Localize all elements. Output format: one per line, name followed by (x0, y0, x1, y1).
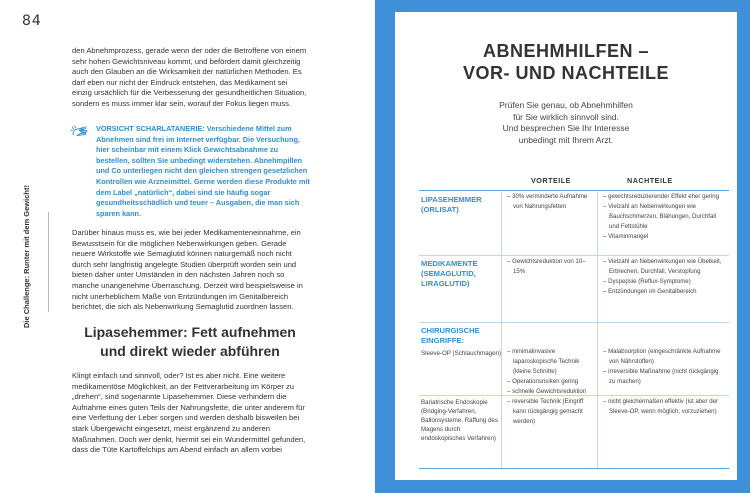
row-sublabel: Sleeve-OP (Schlauchmagen) (421, 350, 502, 357)
con-item: – irreversible Maßnahme (nicht rückgängig zu machen) (603, 368, 719, 385)
con-item: – Vielzahl an Nebenwirkungen wie Übelkeit, Erbrechen, Durchfall, Verstopfung (603, 258, 722, 275)
con-item: – Vielzahl an Nebenwirkungen wie Bauchschmerzen, Blähungen, Durchfall und Fettstühle (603, 203, 717, 230)
con-item: – Entzündungen im Genitalbereich (603, 288, 697, 295)
title-line: ABNEHMHILFEN – (482, 41, 649, 61)
con-cell (603, 257, 723, 297)
row-label-line: EINGRIFFE: (421, 336, 465, 345)
table-rule (419, 255, 729, 256)
side-divider (48, 212, 49, 312)
intro-line: Prüfen Sie genau, ob Abnehmhilfen (499, 100, 633, 110)
card-intro (395, 100, 737, 146)
pro-item: – Gewichtsreduktion von 10–15% (507, 258, 586, 275)
con-item: – gewichtsreduzierender Effekt eher gering (603, 193, 720, 200)
side-tab (22, 180, 36, 328)
pro-cell (507, 397, 597, 427)
table-rule (419, 395, 729, 396)
con-item: – nicht gleichermaßen effektiv (ist aber der Sleeve-OP, wenn möglich, vorzuziehen) (603, 398, 719, 415)
intro-line: Und besprechen Sie Ihr Interesse (502, 123, 630, 133)
row-label-lipasehemmer (421, 195, 521, 215)
pro-item: – schnelle Gewichtsreduktion (507, 388, 587, 395)
con-item: – Malabsorption (eingeschränkte Aufnahme von Nährstoffen) (603, 348, 721, 365)
intro-line: unbedingt mit Ihrem Arzt. (518, 134, 614, 145)
pro-item: – 30% verminderte Aufnahme von Nahrungsfetten (507, 193, 588, 210)
row-label-medikamente (421, 259, 521, 289)
con-item: – Vitaminmangel (603, 233, 649, 240)
row-label-line: LIRAGLUTID) (421, 279, 470, 288)
row-label-line: CHIRURGISCHE (421, 326, 480, 335)
con-cell (603, 192, 723, 242)
warning-text: VORSICHT SCHARLATANERIE: Verschiedene Mittel zum Abnehmen sind frei im Internet verfügbar. Die Versuchung, hier scheinbar mit einem Klick Gewichtsabnahme zu bestellen, sollten Sie unbedingt widerstehen. Abnehmpillen und Co unterliegen nicht den gleichen strengen gesetzlichen Kontrollen wie Arzneimittel. Gerne werden diese Produkte mit dem Label „natürlich“, dabei sind sie häufig sogar gesundheitsschädlich und teuer – Ausgaben, die man sich sparen kann. (96, 124, 310, 218)
card-title (395, 40, 737, 84)
paragraph: den Abnehmprozess, gerade wenn der oder die Betroffene von einem sehr hohen Gewichtsniveau kommt, und befördert damit gleichzeitig auch den Glauben an die Wirksamkeit der natürlichen Methoden. Es darf eben nur nicht der Eindruck entstehen, das Medikament sei einzig ursächlich für die Verbesserung der gesundheitlichen Situation, sondern es muss immer klar sein, worauf der Fokus liegen muss. (72, 46, 307, 108)
caution-hand-icon (70, 124, 90, 138)
paragraph: Darüber hinaus muss es, wie bei jeder Medikamenteneinnahme, ein Bewusstsein für die möglichen Nebenwirkungen geben. Gerade neuere Wirkstoffe wie Semaglutid können naturgemäß noch nicht durch sehr langfristig angelegte Studien überprüft worden sein und bieten daher unter Umständen in den nächsten Jahren noch so manche unangenehme Überraschung. Derzeit wird beispielsweise in nicht unerheblichem Maße von Entzündungen im Genitalbereich berichtet, die sich als Nebenwirkung Semaglutid zuordnen lassen. (72, 228, 303, 312)
column-header-pro: VORTEILE (531, 176, 571, 185)
pro-item: – Operationsrisiken gering (507, 378, 579, 385)
table-rule (419, 190, 729, 191)
row-label-line: (ORLISAT) (421, 205, 459, 214)
title-line: VOR- UND NACHTEILE (463, 63, 669, 83)
heading-line: Lipasehemmer: Fett aufnehmen (84, 324, 296, 340)
row-label-line: (SEMAGLUTID, (421, 269, 476, 278)
row-label-line: LIPASEHEMMER (421, 195, 482, 204)
right-page (375, 0, 750, 493)
intro-line: für Sie wirklich sinnvoll sind. (513, 111, 619, 122)
heading-line: und direkt wieder abführen (100, 343, 280, 359)
section-heading (72, 323, 308, 361)
row-sublabel: Bariatrische Endoskopie (Bridging-Verfahren, Ballonsysteme, Raffung des Magens durch endoskopisches Verfahren) (421, 399, 498, 442)
pro-cell (507, 257, 597, 277)
pro-item: – minimalinvasive laparoskopische Technik (kleine Schnitte) (507, 348, 580, 375)
row-label-chirurgische-eingriffe (421, 326, 521, 346)
table-rule (419, 468, 729, 469)
paragraph: Klingt einfach und sinnvoll, oder? Ist es aber nicht. Eine weitere medikamentöse Möglichkeit, an der Fettverarbeitung im Körper zu „drehen“, sind sogenannte Lipasehemmer. Diese verhindern die Aufnahme eines guten Teils der Nahrungsfette, die unter anderem für eine Verfettung der Leber sorgen und werden deshalb bisweilen bei stark Übergewicht eingesetzt, meist ergänzend zu anderen Maßnahmen. Doch wer denkt, hiermit sei ein Wundermittel gefunden, dass die Tüte Kartoffelchips am Abend einfach an allem vorbei (72, 371, 306, 455)
side-tab-label: Die Challenge: Runter mit dem Gewicht! (22, 185, 31, 328)
column-divider (597, 192, 598, 468)
pro-item: – reversible Technik (Eingriff kann rückgängig gemacht werden) (507, 398, 584, 425)
con-cell (603, 347, 723, 387)
page-number: 84 (22, 13, 42, 29)
pro-cell (507, 347, 597, 397)
row-label-line: MEDIKAMENTE (421, 259, 478, 268)
pro-cell (507, 192, 597, 212)
con-cell (603, 397, 723, 417)
warning-box (72, 124, 312, 219)
column-header-con: NACHTEILE (627, 176, 673, 185)
info-card (395, 12, 737, 480)
con-item: – Dyspepsie (Reflux-Symptome) (603, 278, 691, 285)
table-rule (419, 322, 729, 323)
